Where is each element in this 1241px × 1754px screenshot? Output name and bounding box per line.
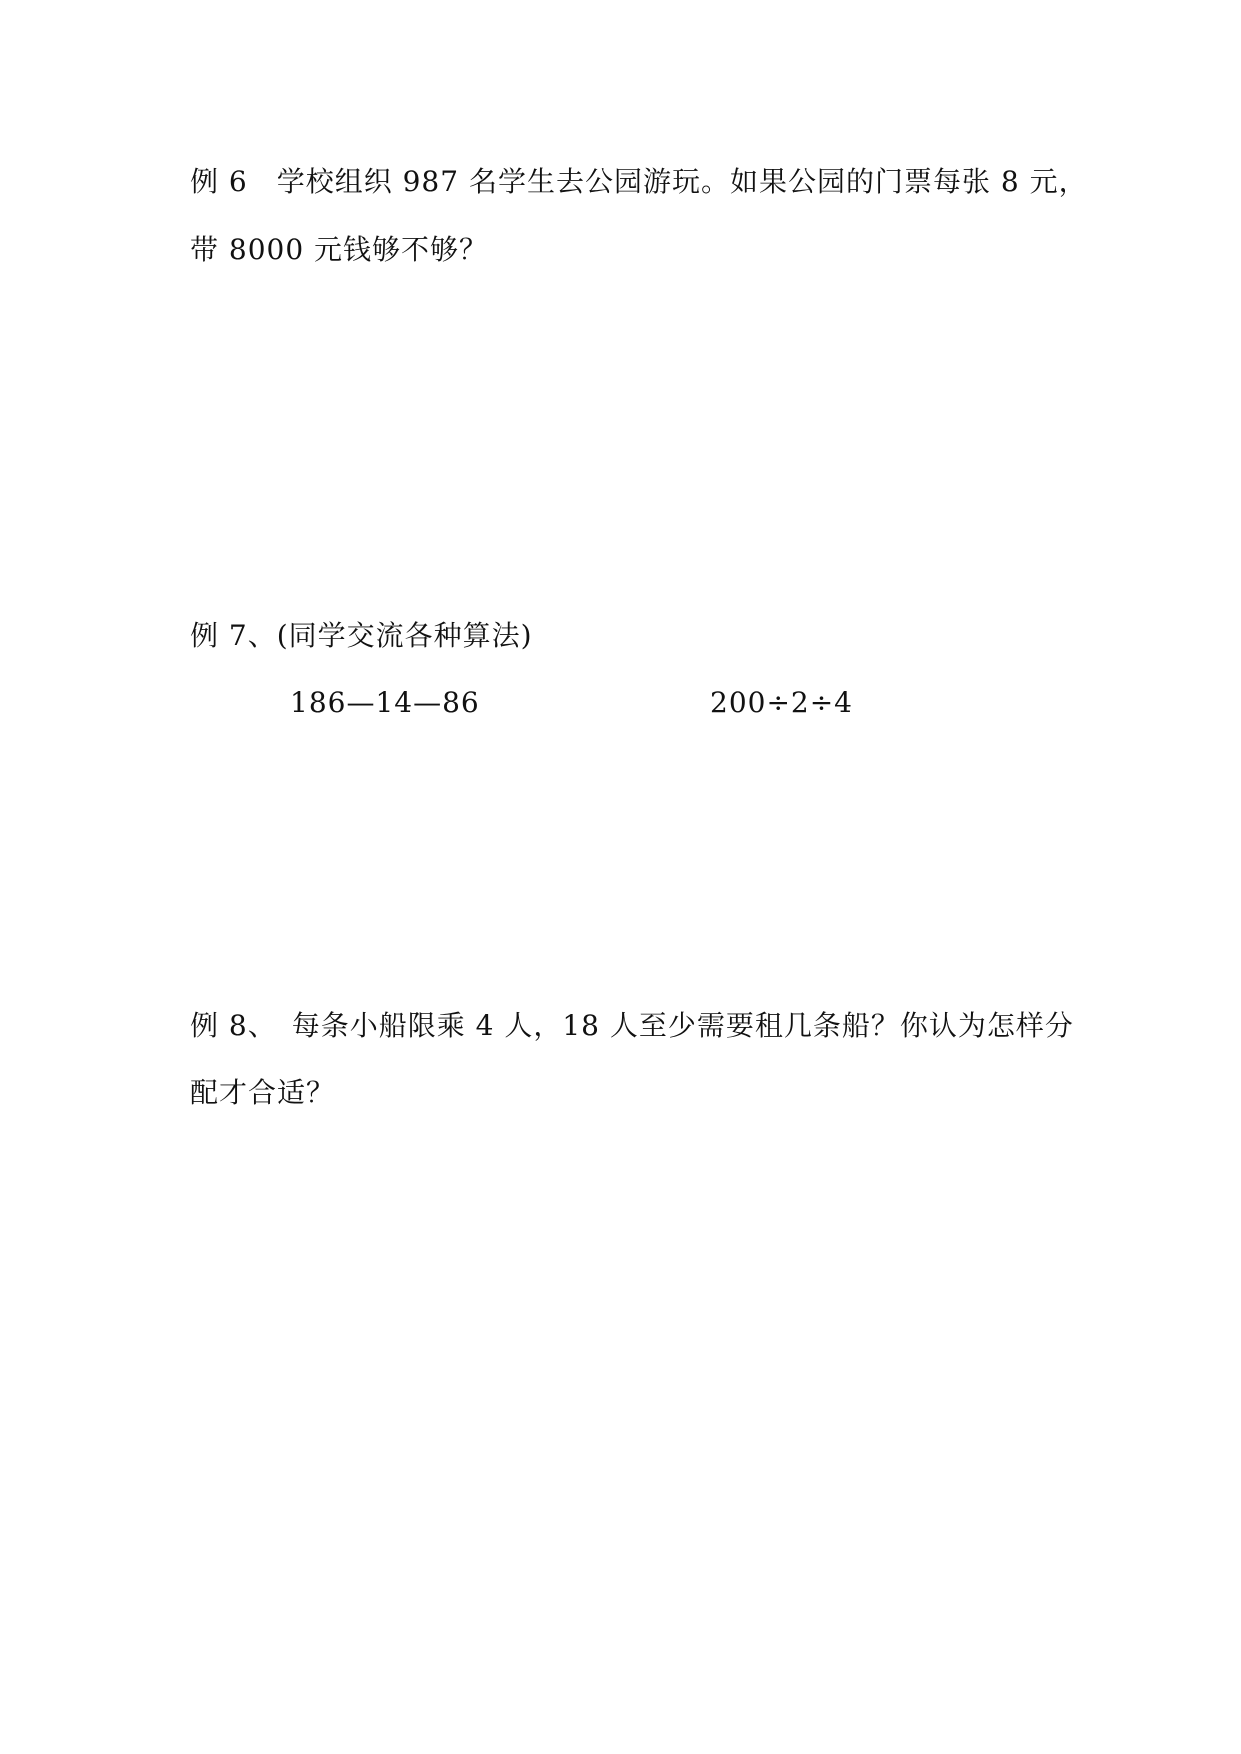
example-6-question-line-2: 带 8000 元钱够不够？ <box>190 233 489 266</box>
example-7-expression-1: 186—14—86 <box>290 686 480 719</box>
example-6-question-line-1: 例 6 学校组织 987 名学生去公园游玩。如果公园的门票每张 8 元， <box>190 165 1088 198</box>
example-7-expression-2: 200÷2÷4 <box>710 686 853 719</box>
example-8-question-line-1: 例 8、 每条小船限乘 4 人，18 人至少需要租几条船？你认为怎样分 <box>190 1009 1074 1042</box>
example-8-question-line-2: 配才合适？ <box>190 1076 336 1109</box>
example-7-heading: 例 7、(同学交流各种算法) <box>190 619 533 652</box>
